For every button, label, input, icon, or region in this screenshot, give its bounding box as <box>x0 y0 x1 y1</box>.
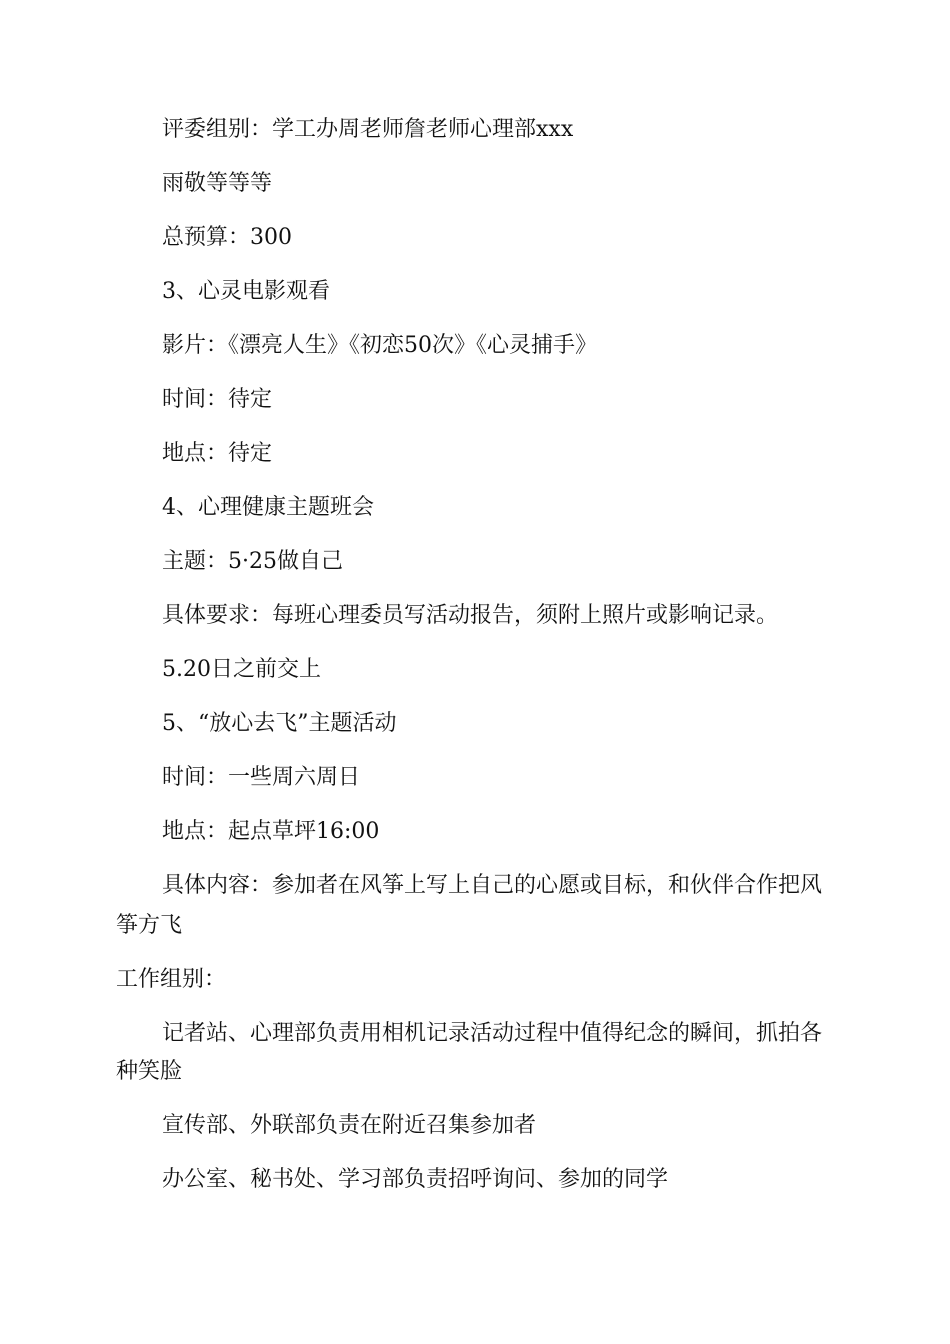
press-station-line-continued: 种笑脸 <box>116 1059 183 1084</box>
judges-group-line: 评委组别：学工办周老师詹老师心理部xxx <box>162 117 574 142</box>
time-line: 时间：待定 <box>162 387 273 412</box>
budget-line: 总预算：300 <box>162 225 292 250</box>
films-line: 影片：《漂亮人生》《初恋50次》《心灵捕手》 <box>162 333 597 358</box>
content-line: 具体内容：参加者在风筝上写上自己的心愿或目标，和伙伴合作把风 <box>162 873 823 898</box>
requirements-line: 具体要求：每班心理委员写活动报告，须附上照片或影响记录。 <box>162 603 779 628</box>
time-line-2: 时间：一些周六周日 <box>162 765 361 790</box>
publicity-line: 宣传部、外联部负责在附近召集参加者 <box>162 1113 537 1138</box>
section-4-heading: 4、心理健康主题班会 <box>162 495 374 520</box>
section-3-heading: 3、心灵电影观看 <box>162 279 330 304</box>
press-station-line: 记者站、心理部负责用相机记录活动过程中值得纪念的瞬间，抓拍各 <box>162 1021 823 1046</box>
content-line-continued: 筝方飞 <box>116 913 183 938</box>
theme-line: 主题：5·25做自己 <box>162 549 343 574</box>
office-line: 办公室、秘书处、学习部负责招呼询问、参加的同学 <box>162 1167 669 1192</box>
section-5-heading: 5、“放心去飞”主题活动 <box>162 711 397 736</box>
location-line: 地点：待定 <box>162 441 273 466</box>
work-groups-heading: 工作组别： <box>116 967 227 992</box>
judges-continued-line: 雨敬等等等 <box>162 171 273 196</box>
location-line-2: 地点：起点草坪16:00 <box>162 819 380 844</box>
deadline-line: 5.20日之前交上 <box>162 657 321 682</box>
